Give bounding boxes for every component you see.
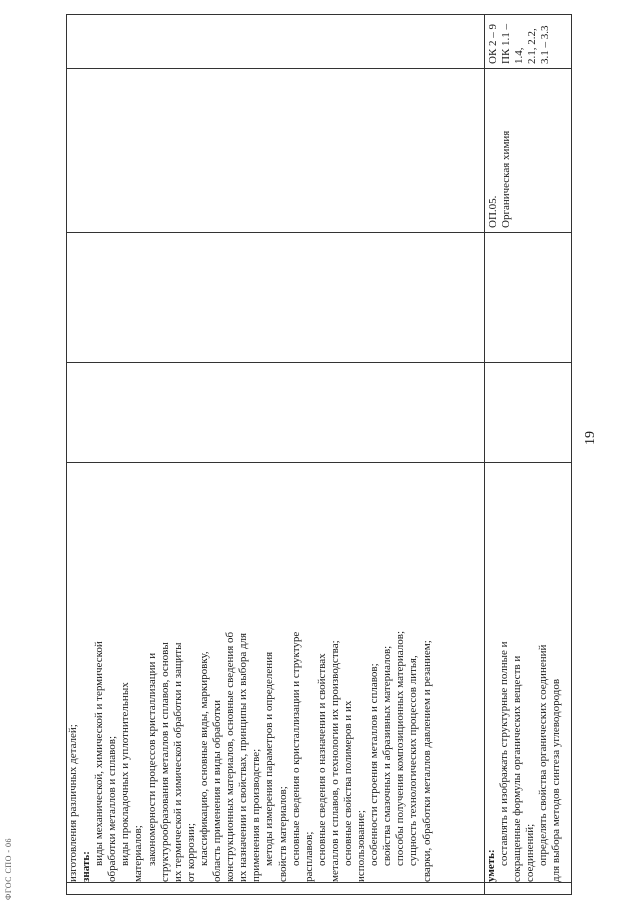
table-cell-empty [485,363,572,463]
knowledge-line: изготовления различных деталей; [67,724,79,882]
competency-code: ПК 1.1 – 1.4, [500,23,525,64]
knowledge-line: область применения и виды обработки [211,699,224,882]
skill-line: определять свойства органических соединений [537,644,550,866]
competency-code: 2.1, 2.2, [526,28,538,64]
discipline-code: ОП.05. [487,195,499,228]
skill-line: соединений; [524,823,537,882]
table-cell-empty [67,233,485,363]
knowledge-line: использование; [355,810,368,882]
knowledge-line: способы получения композиционных материалов; [394,630,407,866]
skills-list [485,463,564,882]
knowledge-line: материалов; [132,825,145,882]
knowledge-line: основные сведения о назначении и свойствах [315,653,328,866]
skill-line: уметь: [485,849,497,882]
table-cell-empty [67,363,485,463]
knowledge-line: их термической и химической обработки и защиты [171,642,184,882]
competency-table [66,14,572,895]
knowledge-line: структурообразования металлов и сплавов, основы [158,642,171,882]
footer-code: ФГОС СПО - 06 [4,837,13,900]
knowledge-line: виды прокладочных и уплотнительных [119,682,132,866]
knowledge-line: конструкционных материалов, основные сведения об [224,631,237,882]
table-cell-empty [485,233,572,363]
table-cell-index [485,883,572,895]
knowledge-line: их назначении и свойствах, принципы их выбора для [237,632,250,882]
skill-line: составлять и изображать структурные полные и [498,641,511,866]
table-cell-empty [67,15,485,69]
page-number: 19 [583,431,598,445]
knowledge-line: металлов и сплавов, о технологии их производства; [328,640,341,882]
knowledge-line: свойства смазочных и абразивных материалов; [381,645,394,866]
table-row [67,15,485,895]
skill-line: сокращенные формулы органических веществ и [511,655,524,882]
competencies-cell [485,15,572,69]
competency-code: ОК 2 – 9 [487,23,499,64]
knowledge-cell [67,463,485,883]
table-cell-index [67,883,485,895]
skills-cell [485,463,572,883]
knowledge-line: знать: [80,851,93,882]
knowledge-line: методы измерения параметров и определения [263,651,276,866]
knowledge-list [67,463,434,882]
knowledge-line: свойств материалов; [276,786,289,882]
knowledge-line: расплавов; [302,831,315,882]
discipline-name: Органическая химия [500,130,512,228]
knowledge-line: виды механической, химической и термической [93,641,106,866]
knowledge-line: сущность технологических процессов литья, [407,655,420,866]
knowledge-line: основные свойства полимеров и их [341,700,354,866]
knowledge-line: закономерности процессов кристаллизации и [145,652,158,866]
knowledge-line: применения в производстве; [250,748,263,882]
knowledge-line: классификацию, основные виды, маркировку, [197,651,210,866]
competency-code: 3.1 – 3.3 [539,25,551,64]
competencies-list [485,15,554,68]
table-row [485,15,572,895]
skill-line: для выбора методов синтеза углеводородов [550,678,563,882]
knowledge-line: обработки металлов и сплавов; [106,735,119,882]
knowledge-line: от коррозии; [184,823,197,882]
knowledge-line: сварки, обработки металлов давлением и резанием; [420,640,433,882]
knowledge-line: основные сведения о кристаллизации и структуре [289,631,302,866]
discipline-cell [485,69,572,233]
table-cell-empty [67,69,485,233]
knowledge-line: особенности строения металлов и сплавов; [368,663,381,866]
